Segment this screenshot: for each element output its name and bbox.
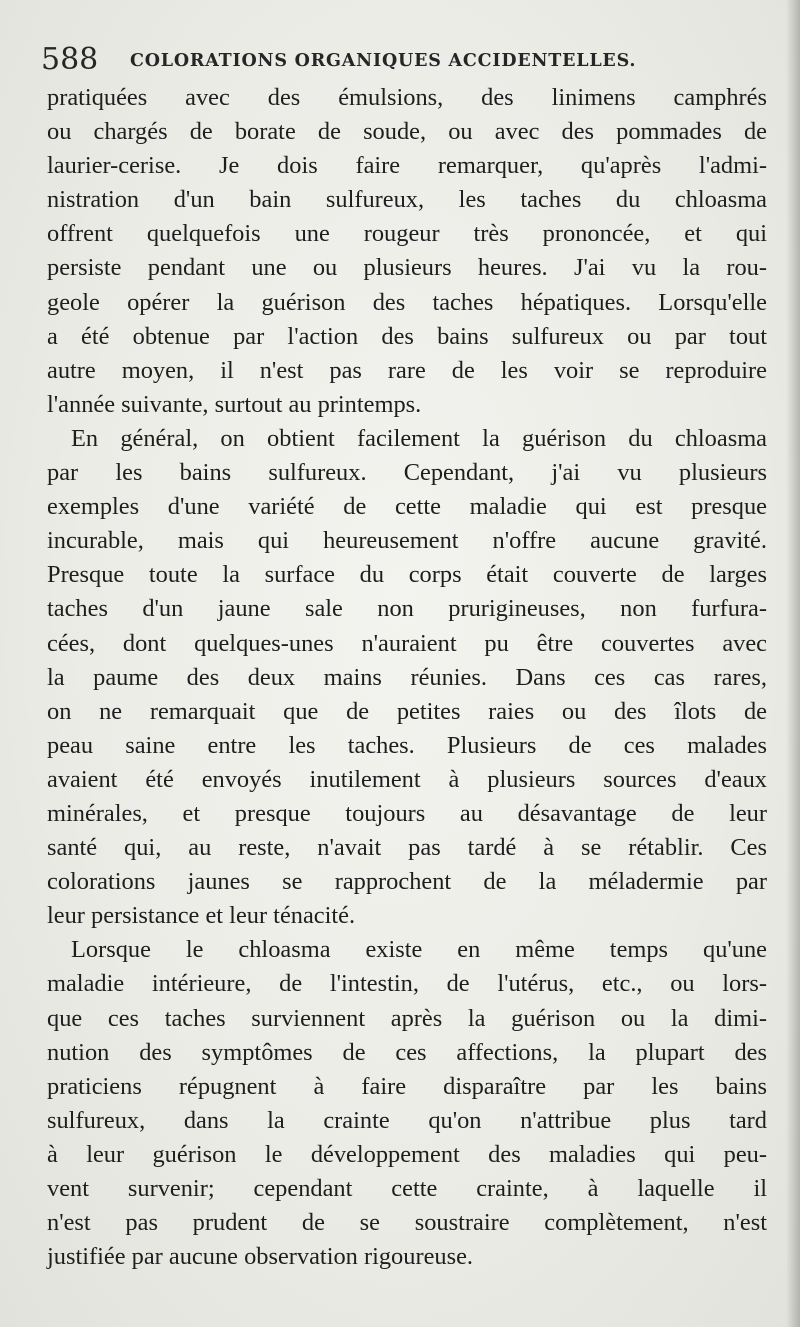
text-line: pratiquées avec des émulsions, des linimens camphrés <box>47 84 767 111</box>
text-line: l'année suivante, surtout au printemps. <box>47 390 422 418</box>
text-line: Presque toute la surface du corps était couverte de larges <box>47 561 767 589</box>
text-line: incurable, mais qui heureusement n'offre aucune gravité. <box>47 527 767 555</box>
text-line: Lorsque le chloasma existe en même temps qu'une <box>71 936 767 964</box>
text-line: minérales, et presque toujours au désavantage de leur <box>47 799 767 827</box>
text-line: a été obtenue par l'action des bains sulfureux ou par tout <box>47 322 767 350</box>
text-line: En général, on obtient facilement la guérison du chloasma <box>71 424 767 452</box>
text-line: autre moyen, il n'est pas rare de les voir se reproduire <box>47 356 767 384</box>
text-line: à leur guérison le développement des maladies qui peu- <box>47 1140 767 1168</box>
text-line: taches d'un jaune sale non prurigineuses, non furfura- <box>47 595 767 623</box>
page-header <box>41 40 761 80</box>
page-number: 588 <box>41 42 99 77</box>
text-line: vent survenir; cependant cette crainte, à laquelle il <box>47 1175 767 1202</box>
text-line: geole opérer la guérison des taches hépatiques. Lorsqu'elle <box>47 288 767 316</box>
text-line: la paume des deux mains réunies. Dans ces cas rares, <box>47 663 767 691</box>
text-line: avaient été envoyés inutilement à plusieurs sources d'eaux <box>47 765 767 793</box>
text-line: justifiée par aucune observation rigoureuse. <box>47 1243 474 1271</box>
text-line: sulfureux, dans la crainte qu'on n'attribue plus tard <box>47 1106 767 1134</box>
text-line: laurier-cerise. Je dois faire remarquer, qu'après l'admi- <box>47 152 767 180</box>
paragraph-1 <box>47 81 767 422</box>
text-line: nution des symptômes de ces affections, la plupart des <box>47 1038 767 1066</box>
text-line: exemples d'une variété de cette maladie qui est presque <box>47 493 767 521</box>
text-line: persiste pendant une ou plusieurs heures. J'ai vu la rou- <box>47 254 767 282</box>
text-line: peau saine entre les taches. Plusieurs de ces malades <box>47 731 767 759</box>
text-line: maladie intérieure, de l'intestin, de l'utérus, etc., ou lors- <box>47 970 767 998</box>
text-line: santé qui, au reste, n'avait pas tardé à se rétablir. Ces <box>47 834 767 862</box>
running-head: COLORATIONS ORGANIQUES ACCIDENTELLES. <box>130 51 637 71</box>
text-line: nistration d'un bain sulfureux, les taches du chloasma <box>47 186 767 214</box>
text-line: praticiens répugnent à faire disparaître par les bains <box>47 1072 767 1100</box>
paragraph-3 <box>47 933 767 1274</box>
text-line: que ces taches surviennent après la guérison ou la dimi- <box>47 1004 767 1032</box>
text-line: n'est pas prudent de se soustraire complètement, n'est <box>47 1209 767 1237</box>
text-line: offrent quelquefois une rougeur très prononcée, et qui <box>47 220 767 248</box>
text-line: leur persistance et leur ténacité. <box>47 902 356 930</box>
text-line: cées, dont quelques-unes n'auraient pu être couvertes avec <box>47 629 767 657</box>
text-line: ou chargés de borate de soude, ou avec des pommades de <box>47 118 767 146</box>
text-line: par les bains sulfureux. Cependant, j'ai vu plusieurs <box>47 459 767 487</box>
text-line: on ne remarquait que de petites raies ou des îlots de <box>47 697 767 725</box>
text-line: colorations jaunes se rapprochent de la méladermie par <box>47 868 767 896</box>
body-text <box>47 81 767 1274</box>
paragraph-2 <box>47 422 767 933</box>
page-edge-shadow <box>786 0 800 1327</box>
